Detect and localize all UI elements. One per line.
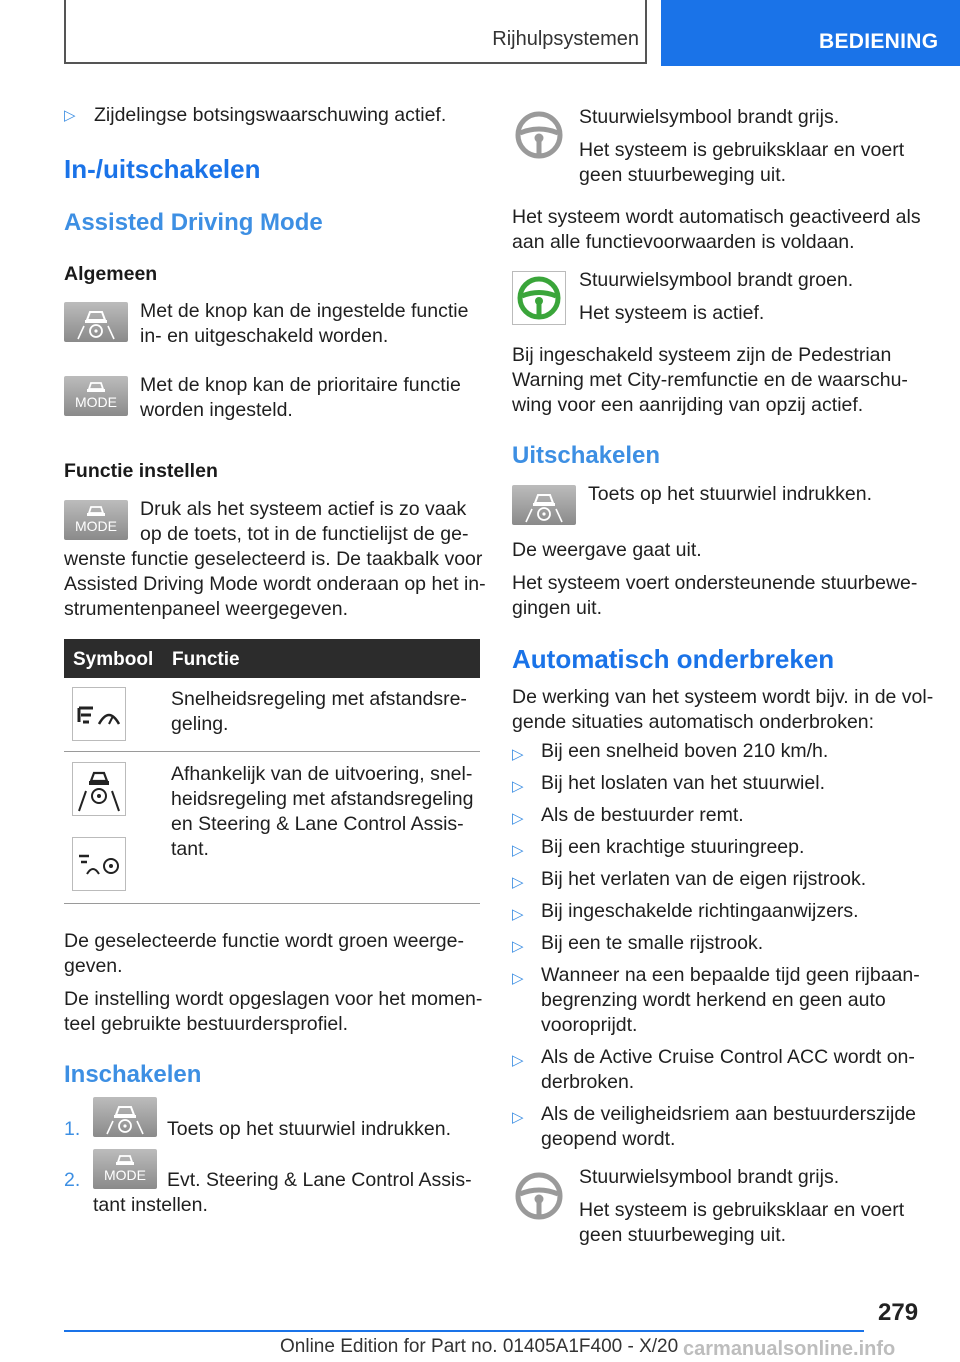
list-item: ▷ Bij een krachtige stuuringreep.	[512, 835, 932, 867]
set-text-top: Druk als het systeem actief is zo vaak op de toets, tot in de functielijst de ge-	[140, 498, 469, 545]
assist-button-icon	[64, 302, 128, 342]
bullet-text: Zijdelingse botsingswaarschuwing actief.	[94, 104, 447, 126]
interrupt-intro: De werking van het systeem wordt bijv. in de vol- gende situaties automatisch onderbroken:	[512, 686, 934, 733]
heading-in-uitschakelen: In-/uitschakelen	[64, 154, 261, 184]
assist-button-icon	[93, 1097, 157, 1137]
step2-text-line1: Evt. Steering & Lane Control Assis-	[167, 1169, 472, 1191]
watermark: carmanualsonline.info	[683, 1338, 896, 1360]
after-table-text: De geselecteerde functie wordt groen weerge- geven. De instelling wordt opgeslagen voor het momen- teel gebruikte bestuurdersprofiel.	[64, 930, 483, 1035]
list-item: ▷ Bij een snelheid boven 210 km/h.	[512, 739, 932, 771]
table-divider	[64, 751, 480, 752]
step2-number: 2.	[64, 1169, 81, 1191]
bullet-triangle-icon: ▷	[512, 810, 524, 827]
list-item: ▷ Bij het loslaten van het stuurwiel.	[512, 771, 932, 803]
header-section-title: Rijhulpsystemen	[492, 28, 639, 50]
bullet-triangle-icon: ▷	[512, 1109, 524, 1126]
list-item: ▷ Als de Active Cruise Control ACC wordt on- derbroken.	[512, 1046, 915, 1093]
step1-text: Toets op het stuurwiel indrukken.	[167, 1118, 451, 1140]
row1-text: Snelheidsregeling met afstandsre- geling.	[171, 688, 467, 735]
list-item: ▷ Als de bestuurder remt.	[512, 803, 932, 835]
auto-activation-text: Het systeem wordt automatisch geactiveerd als aan alle functievoorwaarden is voldaan.	[512, 206, 921, 253]
list-item	[64, 104, 447, 126]
bullet-triangle-icon: ▷	[512, 874, 524, 891]
page-number: 279	[878, 1299, 919, 1326]
footer-edition: Online Edition for Part no. 01405A1F400 - X/20	[280, 1336, 679, 1357]
list-item: ▷ Wanneer na een bepaalde tijd geen rijbaan- begrenzing wordt herkend en geen auto vooroprijdt.	[512, 964, 920, 1036]
off-instruction: Toets op het stuurwiel indrukken.	[588, 483, 872, 505]
heading-automatisch-onderbreken: Automatisch onderbreken	[512, 644, 835, 674]
mode-label: MODE	[75, 394, 117, 410]
lane-assist-symbol-icon	[72, 762, 126, 816]
assist-button-icon	[512, 485, 576, 525]
bullet-triangle-icon: ▷	[512, 778, 524, 795]
general-1-text: Met de knop kan de ingestelde functie in- en uitgeschakeld worden.	[140, 300, 469, 347]
heading-algemeen: Algemeen	[64, 263, 158, 285]
acc-symbol-icon	[72, 687, 126, 741]
steering-wheel-icon	[512, 108, 566, 167]
step2-text-line2: tant instellen.	[93, 1194, 208, 1216]
step1-number: 1.	[64, 1118, 81, 1140]
header-chapter-tab: BEDIENING	[661, 0, 960, 66]
heading-assisted-driving-mode: Assisted Driving Mode	[64, 209, 323, 236]
mode-label: MODE	[75, 518, 117, 534]
bullet-triangle-icon: ▷	[64, 107, 76, 124]
grey-wheel-text-2: Stuurwielsymbool brandt grijs. Het systeem is gebruiksklaar en voert geen stuurbeweging uit.	[579, 1166, 905, 1246]
heading-functie-instellen: Functie instellen	[64, 460, 218, 482]
steering-wheel-green-icon	[512, 271, 566, 325]
acc-lane-symbol-icon	[72, 837, 126, 891]
steering-wheel-icon	[512, 1169, 566, 1228]
mode-button-icon	[64, 500, 128, 540]
bullet-triangle-icon: ▷	[512, 1052, 524, 1069]
bullet-triangle-icon: ▷	[512, 970, 524, 987]
mode-button-icon	[93, 1149, 157, 1189]
mode-button-icon	[64, 376, 128, 416]
general-2-text: Met de knop kan de prioritaire functie worden ingesteld.	[140, 374, 461, 421]
footer-rule	[64, 1330, 864, 1332]
set-text-bottom: wenste functie geselecteerd is. De taakbalk voor Assisted Driving Mode wordt onderaan op het in- strumentenpaneel weergegeven.	[64, 548, 486, 620]
bullet-triangle-icon: ▷	[512, 746, 524, 763]
grey-wheel-text: Stuurwielsymbool brandt grijs. Het systeem is gebruiksklaar en voert geen stuurbeweging uit.	[579, 106, 905, 186]
list-item: ▷ Bij het verlaten van de eigen rijstrook.	[512, 867, 932, 899]
table-divider	[64, 903, 480, 904]
off-result-text: De weergave gaat uit. Het systeem voert ondersteunende stuurbewe- gingen uit.	[512, 539, 918, 619]
bullet-triangle-icon: ▷	[512, 842, 524, 859]
col-function-header: Functie	[172, 649, 240, 670]
pedestrian-text: Bij ingeschakeld systeem zijn de Pedestrian Warning met City-remfunctie en de waarschu- wing voor een aanrijding van opzij actief.	[512, 344, 908, 416]
bullet-triangle-icon: ▷	[512, 938, 524, 955]
bullet-triangle-icon: ▷	[512, 906, 524, 923]
list-item: ▷ Bij ingeschakelde richtingaanwijzers.	[512, 899, 932, 931]
green-wheel-text: Stuurwielsymbool brandt groen. Het systeem is actief.	[579, 269, 854, 324]
list-item: ▷ Bij een te smalle rijstrook.	[512, 931, 932, 963]
col-symbol-header: Symbool	[73, 649, 154, 670]
mode-label: MODE	[104, 1167, 146, 1183]
table-header	[64, 639, 480, 678]
interrupt-list	[512, 739, 932, 1159]
heading-inschakelen: Inschakelen	[64, 1061, 202, 1088]
list-item: ▷ Als de veiligheidsriem aan bestuurderszijde geopend wordt.	[512, 1103, 917, 1150]
row2-text: Afhankelijk van de uitvoering, snel- heidsregeling met afstandsregeling en Steering & Lane Control Assis- tant.	[171, 763, 474, 860]
heading-uitschakelen: Uitschakelen	[512, 442, 661, 469]
